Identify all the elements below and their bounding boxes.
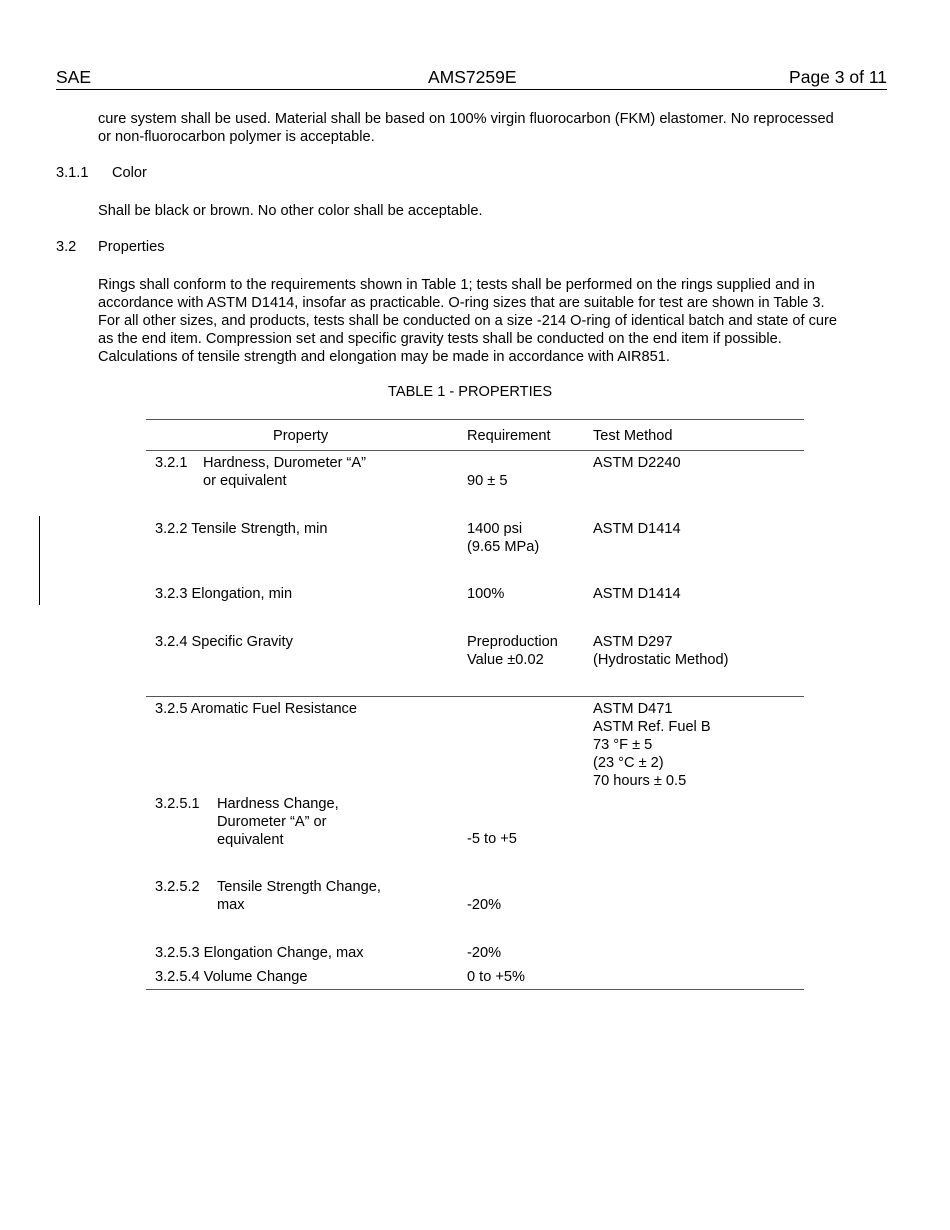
row-test-method: ASTM D2240 xyxy=(593,455,681,471)
text-line: cure system shall be used. Material shall be based on 100% virgin fluorocarbon (FKM) elastomer. No reprocessed xyxy=(98,111,834,127)
method-line: (23 °C ± 2) xyxy=(593,755,664,771)
row-property: 3.2.4 Specific Gravity xyxy=(155,634,293,650)
property-line: Hardness, Durometer “A” xyxy=(203,455,367,471)
text-line: accordance with ASTM D1414, insofar as practicable. O-ring sizes that are suitable for test are shown in Table 3. xyxy=(98,295,825,311)
row-property xyxy=(217,878,381,914)
row-property: 3.2.5.3 Elongation Change, max xyxy=(155,945,364,961)
row-test-method: ASTM D1414 xyxy=(593,586,681,602)
section-number: 3.2 xyxy=(56,239,77,255)
row-requirement: -20% xyxy=(467,945,502,961)
property-line: Hardness Change, xyxy=(217,796,339,812)
row-requirement: 0 to +5% xyxy=(467,969,526,985)
header-doc-number: AMS7259E xyxy=(428,67,517,87)
text-line: as the end item. Compression set and specific gravity tests shall be conducted on the end item if possible. xyxy=(98,331,782,347)
revision-bar xyxy=(39,516,40,605)
property-line: Durometer “A” or xyxy=(217,814,327,830)
properties-paragraph xyxy=(98,276,893,366)
row-requirement: 100% xyxy=(467,586,505,602)
property-line: Tensile Strength Change, xyxy=(217,879,381,895)
header-org: SAE xyxy=(56,67,92,87)
method-line: 70 hours ± 0.5 xyxy=(593,773,687,789)
row-requirement xyxy=(467,633,558,669)
column-header-requirement: Requirement xyxy=(467,428,551,444)
property-line: max xyxy=(217,897,245,913)
row-requirement: 90 ± 5 xyxy=(467,473,508,489)
column-header-property: Property xyxy=(273,428,329,444)
section-text: Shall be black or brown. No other color shall be acceptable. xyxy=(98,203,483,219)
section-title: Color xyxy=(112,165,147,181)
header-page-number: Page 3 of 11 xyxy=(789,67,887,87)
row-requirement: -20% xyxy=(467,897,502,913)
row-test-method xyxy=(593,700,711,790)
method-line: ASTM D297 xyxy=(593,634,673,650)
method-line: ASTM D471 xyxy=(593,701,673,717)
row-property: 3.2.2 Tensile Strength, min xyxy=(155,521,328,537)
section-number: 3.1.1 xyxy=(56,165,89,181)
table-header-rule xyxy=(146,450,804,451)
table-bottom-rule xyxy=(146,989,804,990)
row-property: 3.2.5 Aromatic Fuel Resistance xyxy=(155,701,357,717)
row-property: 3.2.5.4 Volume Change xyxy=(155,969,308,985)
table-top-rule xyxy=(146,419,804,420)
table-caption: TABLE 1 - PROPERTIES xyxy=(388,384,553,400)
method-line: ASTM Ref. Fuel B xyxy=(593,719,711,735)
text-line: Rings shall conform to the requirements shown in Table 1; tests shall be performed on the rings supplied and in xyxy=(98,277,815,293)
row-number: 3.2.1 xyxy=(155,455,188,471)
row-test-method xyxy=(593,633,728,669)
requirement-line: Value ±0.02 xyxy=(467,652,544,668)
requirement-line: (9.65 MPa) xyxy=(467,539,540,555)
text-line: For all other sizes, and products, tests shall be conducted on a size -214 O-ring of identical batch and state of cure xyxy=(98,313,838,329)
section-title: Properties xyxy=(98,239,165,255)
row-requirement xyxy=(467,520,539,556)
row-property xyxy=(203,454,366,490)
row-test-method: ASTM D1414 xyxy=(593,521,681,537)
method-line: (Hydrostatic Method) xyxy=(593,652,729,668)
requirement-line: 1400 psi xyxy=(467,521,523,537)
row-property: 3.2.3 Elongation, min xyxy=(155,586,293,602)
intro-paragraph xyxy=(98,110,893,146)
row-number: 3.2.5.1 xyxy=(155,796,200,812)
row-requirement: -5 to +5 xyxy=(467,831,517,847)
column-header-test-method: Test Method xyxy=(593,428,673,444)
row-number: 3.2.5.2 xyxy=(155,879,200,895)
page-header xyxy=(56,67,887,90)
row-property xyxy=(217,795,339,849)
text-line: or non-fluorocarbon polymer is acceptable. xyxy=(98,129,375,145)
text-line: Calculations of tensile strength and elongation may be made in accordance with AIR851. xyxy=(98,349,670,365)
property-line: equivalent xyxy=(217,832,284,848)
method-line: 73 °F ± 5 xyxy=(593,737,653,753)
requirement-line: Preproduction xyxy=(467,634,558,650)
property-line: or equivalent xyxy=(203,473,287,489)
table-section-rule xyxy=(146,696,804,697)
